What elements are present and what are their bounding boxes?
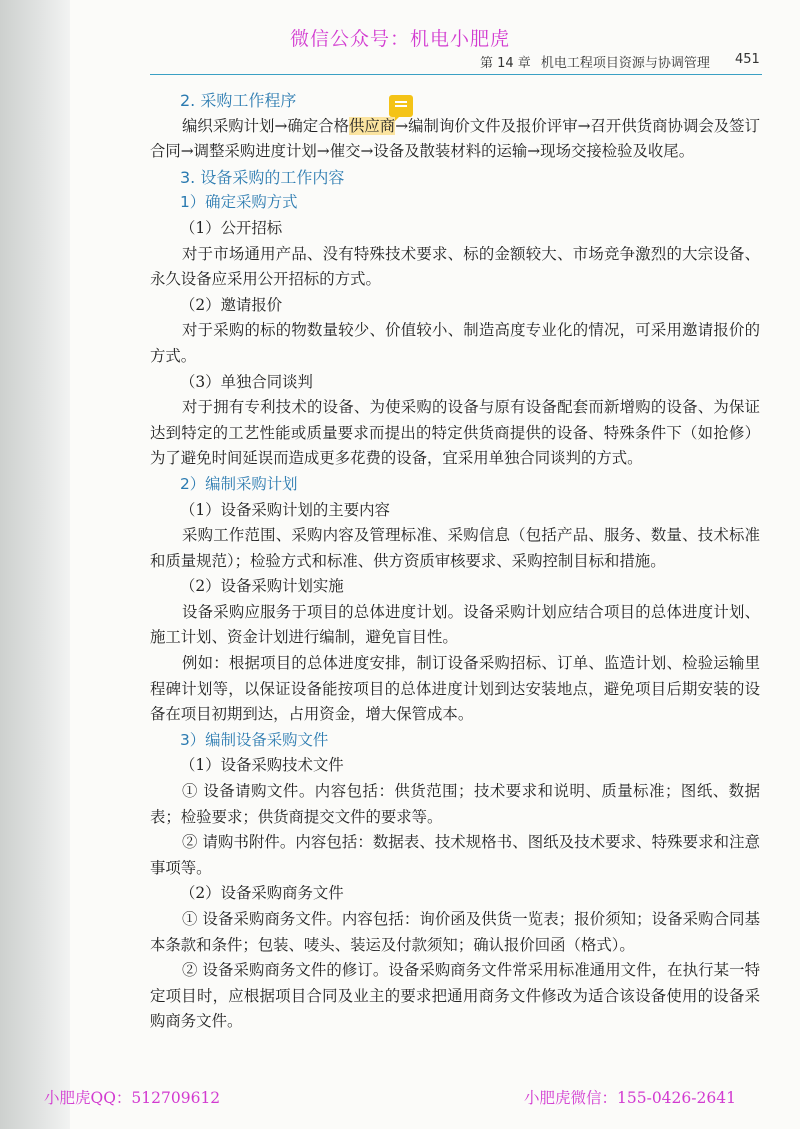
item-2-1-title: （1）设备采购计划的主要内容 <box>180 500 390 519</box>
watermark-top: 微信公众号：机电小肥虎 <box>289 28 510 50</box>
highlighted-text[interactable]: 供应商 <box>348 116 396 135</box>
item-2-1-text: 采购工作范围、采购内容及管理标准、采购信息（包括产品、服务、数量、技术标准和质量规范）；检验方式和标准、供方资质审核要求、采购控制目标和措施。 <box>150 526 760 570</box>
header-rule <box>150 74 762 75</box>
item-2-2-text: 设备采购应服务于项目的总体进度计划。设备采购计划应结合项目的总体进度计划、施工计划、资金计划进行编制，避免盲目性。 <box>150 602 760 647</box>
section-2-text-pre: 编织采购计划→确定合格 <box>182 116 349 135</box>
footer-wechat: 小肥虎微信：155-0426-2641 <box>524 1089 736 1107</box>
item-3-1-title: （1）设备采购技术文件 <box>180 756 344 775</box>
section-2-text <box>150 114 760 165</box>
item-3-2-a: ① 设备采购商务文件。内容包括：询价函及供货一览表；报价须知；设备采购合同基本条款和条件；包装、唛头、装运及付款须知；确认报价回函（格式）。 <box>150 910 760 954</box>
chapter-title: 机电工程项目资源与协调管理 <box>540 56 710 71</box>
item-3-1-a: ① 设备请购文件。内容包括：供货范围；技术要求和说明、质量标准；图纸、数据表；检验要求；供货商提交文件的要求等。 <box>150 782 760 826</box>
subsection-2-title: 2）编制采购计划 <box>180 474 298 493</box>
section-2-text-post: →编制询价文件及报价评审→召开供货商协调会及签订合同→调整采购进度计划→催交→设备及散装材料的运输→现场交接检验及收尾。 <box>150 116 760 161</box>
chapter-number: 第 14 章 <box>480 56 531 71</box>
item-2-2-example: 例如：根据项目的总体进度安排，制订设备采购招标、订单、监造计划、检验运输里程碑计划等，以保证设备能按项目的总体进度计划到达安装地点，避免项目后期安装的设备在项目初期到达，占用资金，增大保管成本。 <box>150 654 760 724</box>
footer-qq: 小肥虎QQ：512709612 <box>44 1089 221 1107</box>
item-1-1-title: （1）公开招标 <box>180 218 283 237</box>
item-3-2-b: ② 设备采购商务文件的修订。设备采购商务文件常采用标准通用文件，在执行某一特定项目时，应根据项目合同及业主的要求把通用商务文件修改为适合该设备使用的设备采购商务文件。 <box>150 961 760 1031</box>
book-spine-shadow <box>0 0 72 1129</box>
running-header <box>480 52 710 71</box>
page-number: 451 <box>735 52 760 67</box>
item-1-2-title: （2）邀请报价 <box>180 295 283 314</box>
item-1-1-text: 对于市场通用产品、没有特殊技术要求、标的金额较大、市场竞争激烈的大宗设备、永久设备应采用公开招标的方式。 <box>150 244 760 289</box>
page-content <box>150 88 760 1035</box>
section-2-title: 2. 采购工作程序 <box>180 91 297 110</box>
item-1-3-title: （3）单独合同谈判 <box>180 372 313 391</box>
section-3-title: 3. 设备采购的工作内容 <box>180 167 345 187</box>
subsection-3-title: 3）编制设备采购文件 <box>180 730 329 749</box>
subsection-1-title: 1）确定采购方式 <box>180 193 298 212</box>
item-1-2-text: 对于采购的标的物数量较少、价值较小、制造高度专业化的情况，可采用邀请报价的方式。 <box>150 321 760 365</box>
item-3-1-b: ② 请购书附件。内容包括：数据表、技术规格书、图纸及技术要求、特殊要求和注意事项等。 <box>150 833 760 877</box>
item-2-2-title: （2）设备采购计划实施 <box>180 577 344 596</box>
item-3-2-title: （2）设备采购商务文件 <box>180 884 344 903</box>
item-1-3-text: 对于拥有专利技术的设备、为使采购的设备与原有设备配套而新增购的设备、为保证达到特定的工艺性能或质量要求而提出的特定供货商提供的设备、特殊条件下（如抢修）为了避免时间延误而造成更多花费的设备，宜采用单独合同谈判的方式。 <box>150 398 760 468</box>
